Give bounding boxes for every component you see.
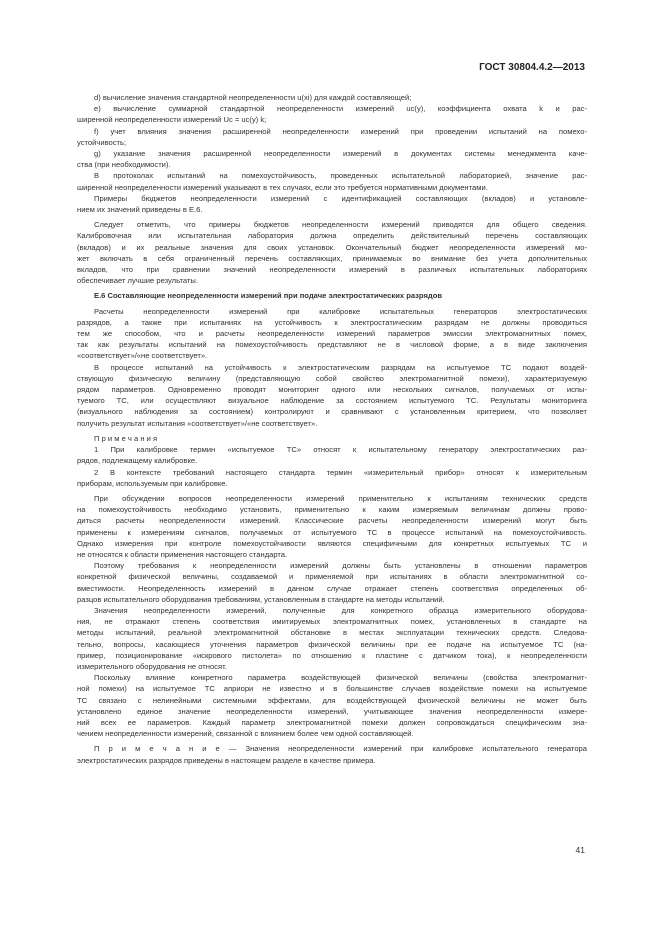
text-line: П р и м е ч а н и я: [94, 433, 158, 443]
text-line: чением неопределенности измерений, связанной с влиянием более чем одной составляющей.: [77, 729, 414, 739]
section-heading: Е.6 Составляющие неопределенности измерений при подаче электростатических разрядов: [94, 291, 443, 301]
text-line: ширенной неопределенности измерений указывают в тех случаях, если это требуется нормативными документами.: [77, 182, 488, 192]
text-line: методы испытаний, реальной электромагнитной обстановке в местах эксплуатации технических средств. Следова-: [77, 628, 587, 638]
text-line: вкладов, что при сравнении значений неопределенности измерений в различных испытательных лабораториях: [77, 265, 587, 275]
text-line: В процессе испытаний на устойчивость к электростатическим разрядам на испытуемое ТС подают воздей-: [94, 362, 587, 372]
text-line: получить результат испытания «соответствует»/«не соответствует».: [77, 418, 318, 428]
document-body: [77, 92, 587, 766]
text-line: диться расчеты неопределенности измерений. Классические расчеты неопределенности измерений могут быть: [77, 516, 587, 526]
text-line: приборам, используемым при калибровке.: [77, 478, 228, 488]
text-line: обеспечивает лучшие результаты.: [77, 276, 198, 286]
text-line: Примеры бюджетов неопределенности измерений с идентификацией составляющих (вкладов) и установле-: [94, 193, 587, 203]
text-line: Расчеты неопределенности измерений при калибровке испытательных генераторов электростатических: [94, 306, 587, 316]
text-line: устойчивость;: [77, 137, 127, 147]
text-line: нием их значений приведены в Е.6.: [77, 205, 203, 215]
text-line: установлено единое значение неопределенности измерений, учитывающее значения неопределенности измере-: [77, 706, 587, 716]
text-line: e) вычисление суммарной стандартной неопределенности измерений uc(y), коэффициента охвата k и рас-: [94, 104, 587, 114]
text-line: жет включать в себя ограниченный перечень составляющих, принимаемых во внимание без учета дополнительных: [77, 253, 587, 263]
text-line: туемого ТС, или осуществляют визуальное наблюдение за состоянием испытуемого ТС. Результаты мониторинга: [77, 396, 587, 406]
text-line: Калибровочная или испытательная лаборатория должна определить действительный перечень составляющих: [77, 231, 587, 241]
text-line: конкретной физической величины, создаваемой и применяемой при испытаниях в области электромагнитной со-: [77, 572, 587, 582]
text-line: g) указание значения расширенной неопределенности измерений в документах системы менеджмента каче-: [94, 149, 587, 159]
text-line: разцов испытательного оборудования требованиям, установленным в стандарте на методы испытаний.: [77, 594, 445, 604]
text-line: ствующую физическую величину (представляющую собой свойство электромагнитной помехи), характеризуемую: [77, 373, 587, 383]
text-line: П р и м е ч а н и е — Значения неопределенности измерений при калибровке испытательного генератора: [94, 744, 587, 754]
page-number: 41: [575, 845, 585, 855]
text-line: рядом параметров. Одновременно проводят мониторинг одного или нескольких сигналов, получаемых от испы-: [77, 385, 587, 395]
text-line: (визуального наблюдения за состоянием) контролируют и сравнивают с установленным критерием, что позволяет: [77, 407, 587, 417]
text-line: электростатических разрядов приведены в настоящем разделе в качестве примера.: [77, 755, 376, 765]
text-line: ширенной неопределенности измерений Uc = uc(y) k;: [77, 115, 267, 125]
text-line: ной помехи) на испытуемое ТС априори не известно и в большинстве случаев воздействие помехи на испытуемое: [77, 684, 587, 694]
text-line: ства (при необходимости).: [77, 160, 171, 170]
text-line: ТС связано с нелинейными системными эффектами, для воздействующей физической величины не может быть: [77, 695, 587, 705]
text-line: Следует отметить, что примеры бюджетов неопределенности измерений приводятся для общего сведения.: [94, 220, 587, 230]
text-line: так как результаты испытаний на помехоустойчивость представляют не в числовой форме, а в виде заключения: [77, 340, 587, 350]
text-line: тем же способом, что и расчеты неопределенности измерений параметров эмиссии электромагнитных помех,: [77, 329, 587, 339]
text-line: Значения неопределенности измерений, полученные для конкретного образца измерительного оборудова-: [94, 605, 587, 615]
text-line: разрядов, а также при испытаниях на устойчивость к электростатическим разрядам не должны проводиться: [77, 317, 587, 327]
text-line: Поэтому требования к неопределенности измерений должны быть установлены в отношении параметров: [94, 561, 587, 571]
text-line: 1 При калибровке термин «испытуемое ТС» относят к испытательному генератору электростатических раз-: [94, 445, 587, 455]
text-line: рядов, подлежащему калибровке.: [77, 456, 198, 466]
text-line: f) учет влияния значения расширенной неопределенности измерений при проведении испытаний на помехо-: [94, 126, 587, 136]
text-line: применены к измерениям сигналов, получаемых от испытуемого ТС в процессе испытаний на помехоустойчивость.: [77, 527, 587, 537]
text-line: ний всех ее параметров. Каждый параметр электромагнитной помехи должен сопровождаться специфическим зна-: [77, 717, 587, 727]
text-line: ния, не отражают степень соответствия имитируемых электромагнитных помех, установленных в стандарте на: [77, 617, 587, 627]
text-line: (вкладов) и их реальные значения для своих установок. Окончательный бюджет неопределенности измерений мо-: [77, 242, 587, 252]
text-line: на помехоустойчивость необходимо установить, применительно к каким измеряемым величинам должны прово-: [77, 505, 587, 515]
text-line: вместимости. Неопределенность измерений в данном случае отражает степень соответствия определенных об-: [77, 583, 587, 593]
text-line: 2 В контексте требований настоящего стандарта термин «измерительный прибор» относят к измерительным: [94, 467, 587, 477]
text-line: Однако измерения при контроле помехоустойчивости являются специфичными для конкретных испытуемых ТС и: [77, 538, 587, 548]
text-line: не относятся к области применения настоящего стандарта.: [77, 549, 288, 559]
text-line: измерительного оборудования не относят.: [77, 661, 227, 671]
standard-designation: ГОСТ 30804.4.2—2013: [479, 62, 585, 73]
text-line: d) вычисление значения стандартной неопределенности u(xi) для каждой составляющей;: [94, 93, 412, 102]
text-line: Поскольку влияние конкретного параметра воздействующей физической величины (свойства электромагнит-: [94, 673, 587, 683]
text-line: тельно, вопросы, касающиеся уточнения параметров физической величины при ее подаче на испытуемое ТС (на-: [77, 639, 587, 649]
text-line: пример, позиционирование «искрового пистолета» по отношению к пластине с датчиком тока), к неопределенности: [77, 650, 587, 660]
text-line: «соответствует»/«не соответствует».: [77, 351, 208, 361]
text-line: При обсуждении вопросов неопределенности измерений применительно к испытаниям технических средств: [94, 493, 587, 503]
text-line: В протоколах испытаний на помехоустойчивость, проведенных испытательной лабораторией, значение рас-: [94, 171, 587, 181]
